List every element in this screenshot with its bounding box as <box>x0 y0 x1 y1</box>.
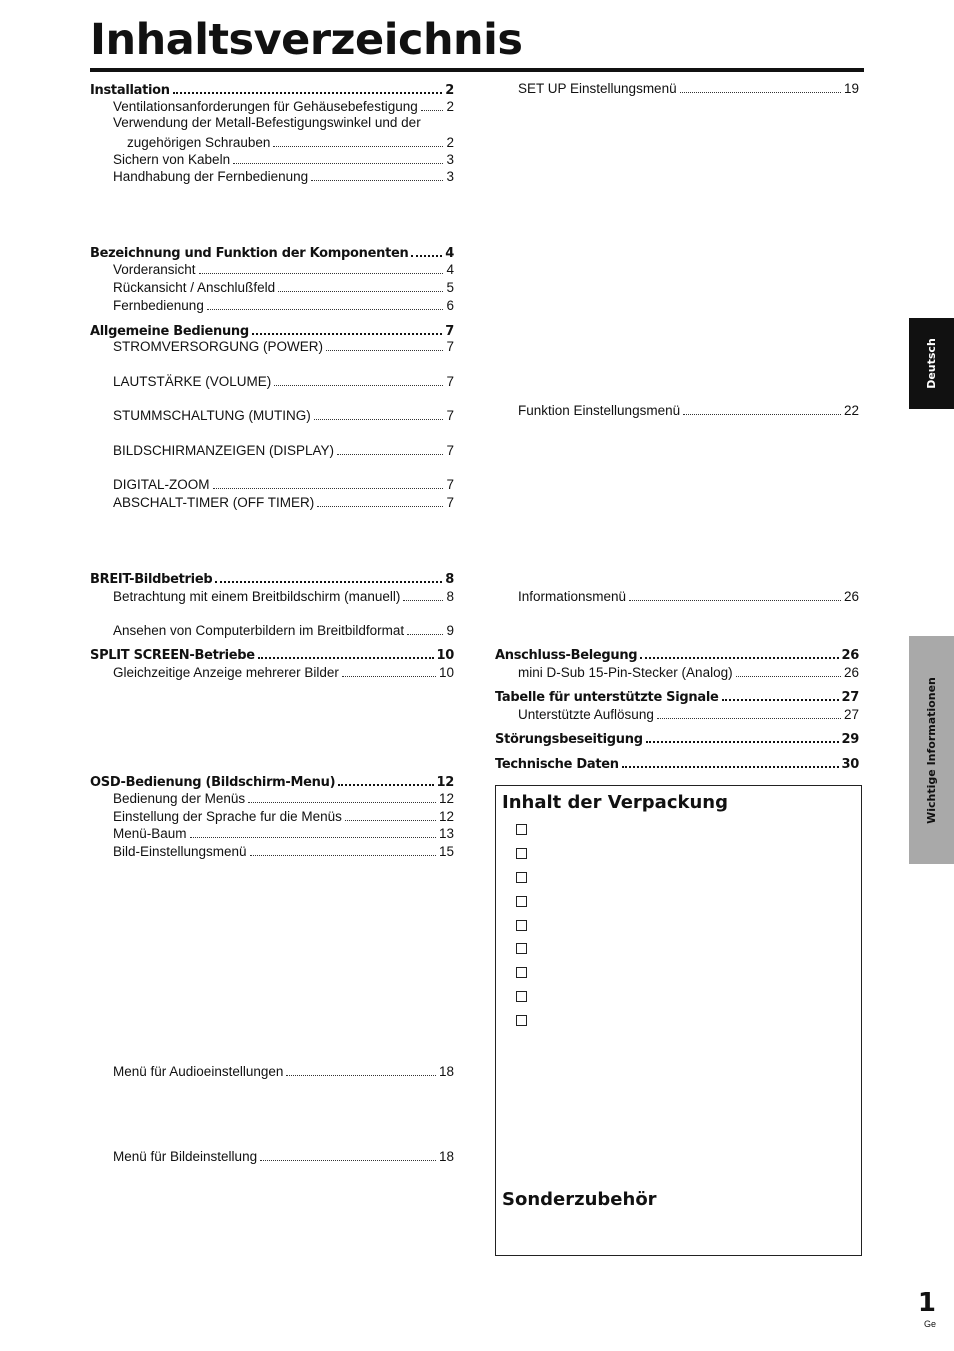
checkbox[interactable] <box>516 896 527 907</box>
title-rule <box>90 68 864 72</box>
checkbox[interactable] <box>516 848 527 859</box>
toc-entry[interactable]: Vorderansicht 4 <box>113 259 454 279</box>
toc-heading[interactable]: Allgemeine Bedienung 7 <box>90 319 454 341</box>
package-contents-heading: Inhalt der Verpackung <box>502 792 728 813</box>
toc-heading[interactable]: Installation 2 <box>90 78 454 100</box>
toc-heading[interactable]: Anschluss-Belegung 26 <box>495 643 859 665</box>
optional-accessories-heading: Sonderzubehör <box>502 1189 657 1210</box>
checkbox[interactable] <box>516 920 527 931</box>
toc-entry[interactable]: Ansehen von Computerbildern im Breitbildformat 9 <box>113 620 454 640</box>
toc-entry[interactable]: Bild-Einstellungsmenü 15 <box>113 841 454 861</box>
toc-entry[interactable]: Fernbedienung 6 <box>113 295 454 315</box>
tab-section-label: Wichtige Informationen <box>925 676 939 824</box>
toc-heading[interactable]: SPLIT SCREEN-Betriebe 10 <box>90 643 454 665</box>
tab-wichtige-informationen[interactable] <box>909 636 954 864</box>
toc-entry[interactable]: mini D-Sub 15-Pin-Stecker (Analog) 26 <box>518 662 859 682</box>
toc-entry[interactable]: SET UP Einstellungsmenü 19 <box>518 78 859 98</box>
page-language-code: Ge <box>923 1319 936 1329</box>
toc-heading[interactable]: Tabelle für unterstützte Signale 27 <box>495 685 859 707</box>
toc-entry[interactable]: Menü für Audioeinstellungen 18 <box>113 1061 454 1081</box>
checkbox[interactable] <box>516 967 527 978</box>
toc-entry[interactable]: zugehörigen Schrauben 2 <box>127 132 454 152</box>
toc-entry[interactable]: Rückansicht / Anschlußfeld 5 <box>113 277 454 297</box>
toc-heading[interactable]: Störungsbeseitigung 29 <box>495 727 859 749</box>
toc-heading[interactable]: Technische Daten 30 <box>495 752 859 774</box>
toc-entry[interactable]: Ventilationsanforderungen für Gehäusebefestigung 2 <box>113 96 454 116</box>
toc-entry[interactable]: DIGITAL-ZOOM 7 <box>113 474 454 494</box>
toc-entry[interactable]: Bedienung der Menüs 12 <box>113 788 454 808</box>
page-number: 1 <box>917 1288 936 1318</box>
toc-entry[interactable]: LAUTSTÄRKE (VOLUME) 7 <box>113 371 454 391</box>
toc-entry[interactable]: Einstellung der Sprache fur die Menüs 12 <box>113 806 454 826</box>
toc-entry[interactable]: Unterstützte Auflösung 27 <box>518 704 859 724</box>
toc-entry[interactable]: Betrachtung mit einem Breitbildschirm (manuell) 8 <box>113 586 454 606</box>
toc-heading[interactable]: Bezeichnung und Funktion der Komponenten 4 <box>90 241 454 263</box>
tab-deutsch-label: Deutsch <box>925 338 938 389</box>
toc-entry[interactable]: STUMMSCHALTUNG (MUTING) 7 <box>113 405 454 425</box>
toc-entry[interactable]: STROMVERSORGUNG (POWER) 7 <box>113 336 454 356</box>
toc-heading[interactable]: OSD-Bedienung (Bildschirm-Menu) 12 <box>90 770 454 792</box>
page-title: Inhaltsverzeichnis <box>90 15 523 65</box>
toc-entry[interactable]: Sichern von Kabeln 3 <box>113 149 454 169</box>
tab-deutsch[interactable] <box>909 318 954 409</box>
toc-entry[interactable]: Funktion Einstellungsmenü 22 <box>518 400 859 420</box>
toc-entry[interactable]: Menü für Bildeinstellung 18 <box>113 1146 454 1166</box>
toc-entry[interactable]: Handhabung der Fernbedienung 3 <box>113 166 454 186</box>
checkbox[interactable] <box>516 1015 527 1026</box>
toc-entry[interactable]: ABSCHALT-TIMER (OFF TIMER) 7 <box>113 492 454 512</box>
toc-entry[interactable]: Gleichzeitige Anzeige mehrerer Bilder 10 <box>113 662 454 682</box>
checkbox[interactable] <box>516 872 527 883</box>
toc-entry-line[interactable]: Verwendung der Metall-Befestigungswinkel und der <box>113 115 421 130</box>
checkbox[interactable] <box>516 943 527 954</box>
toc-heading[interactable]: BREIT-Bildbetrieb 8 <box>90 567 454 589</box>
toc-entry[interactable]: Menü-Baum 13 <box>113 823 454 843</box>
package-contents-box <box>495 785 862 1256</box>
checkbox[interactable] <box>516 824 527 835</box>
checkbox[interactable] <box>516 991 527 1002</box>
toc-entry[interactable]: Informationsmenü 26 <box>518 586 859 606</box>
toc-entry[interactable]: BILDSCHIRMANZEIGEN (DISPLAY) 7 <box>113 440 454 460</box>
